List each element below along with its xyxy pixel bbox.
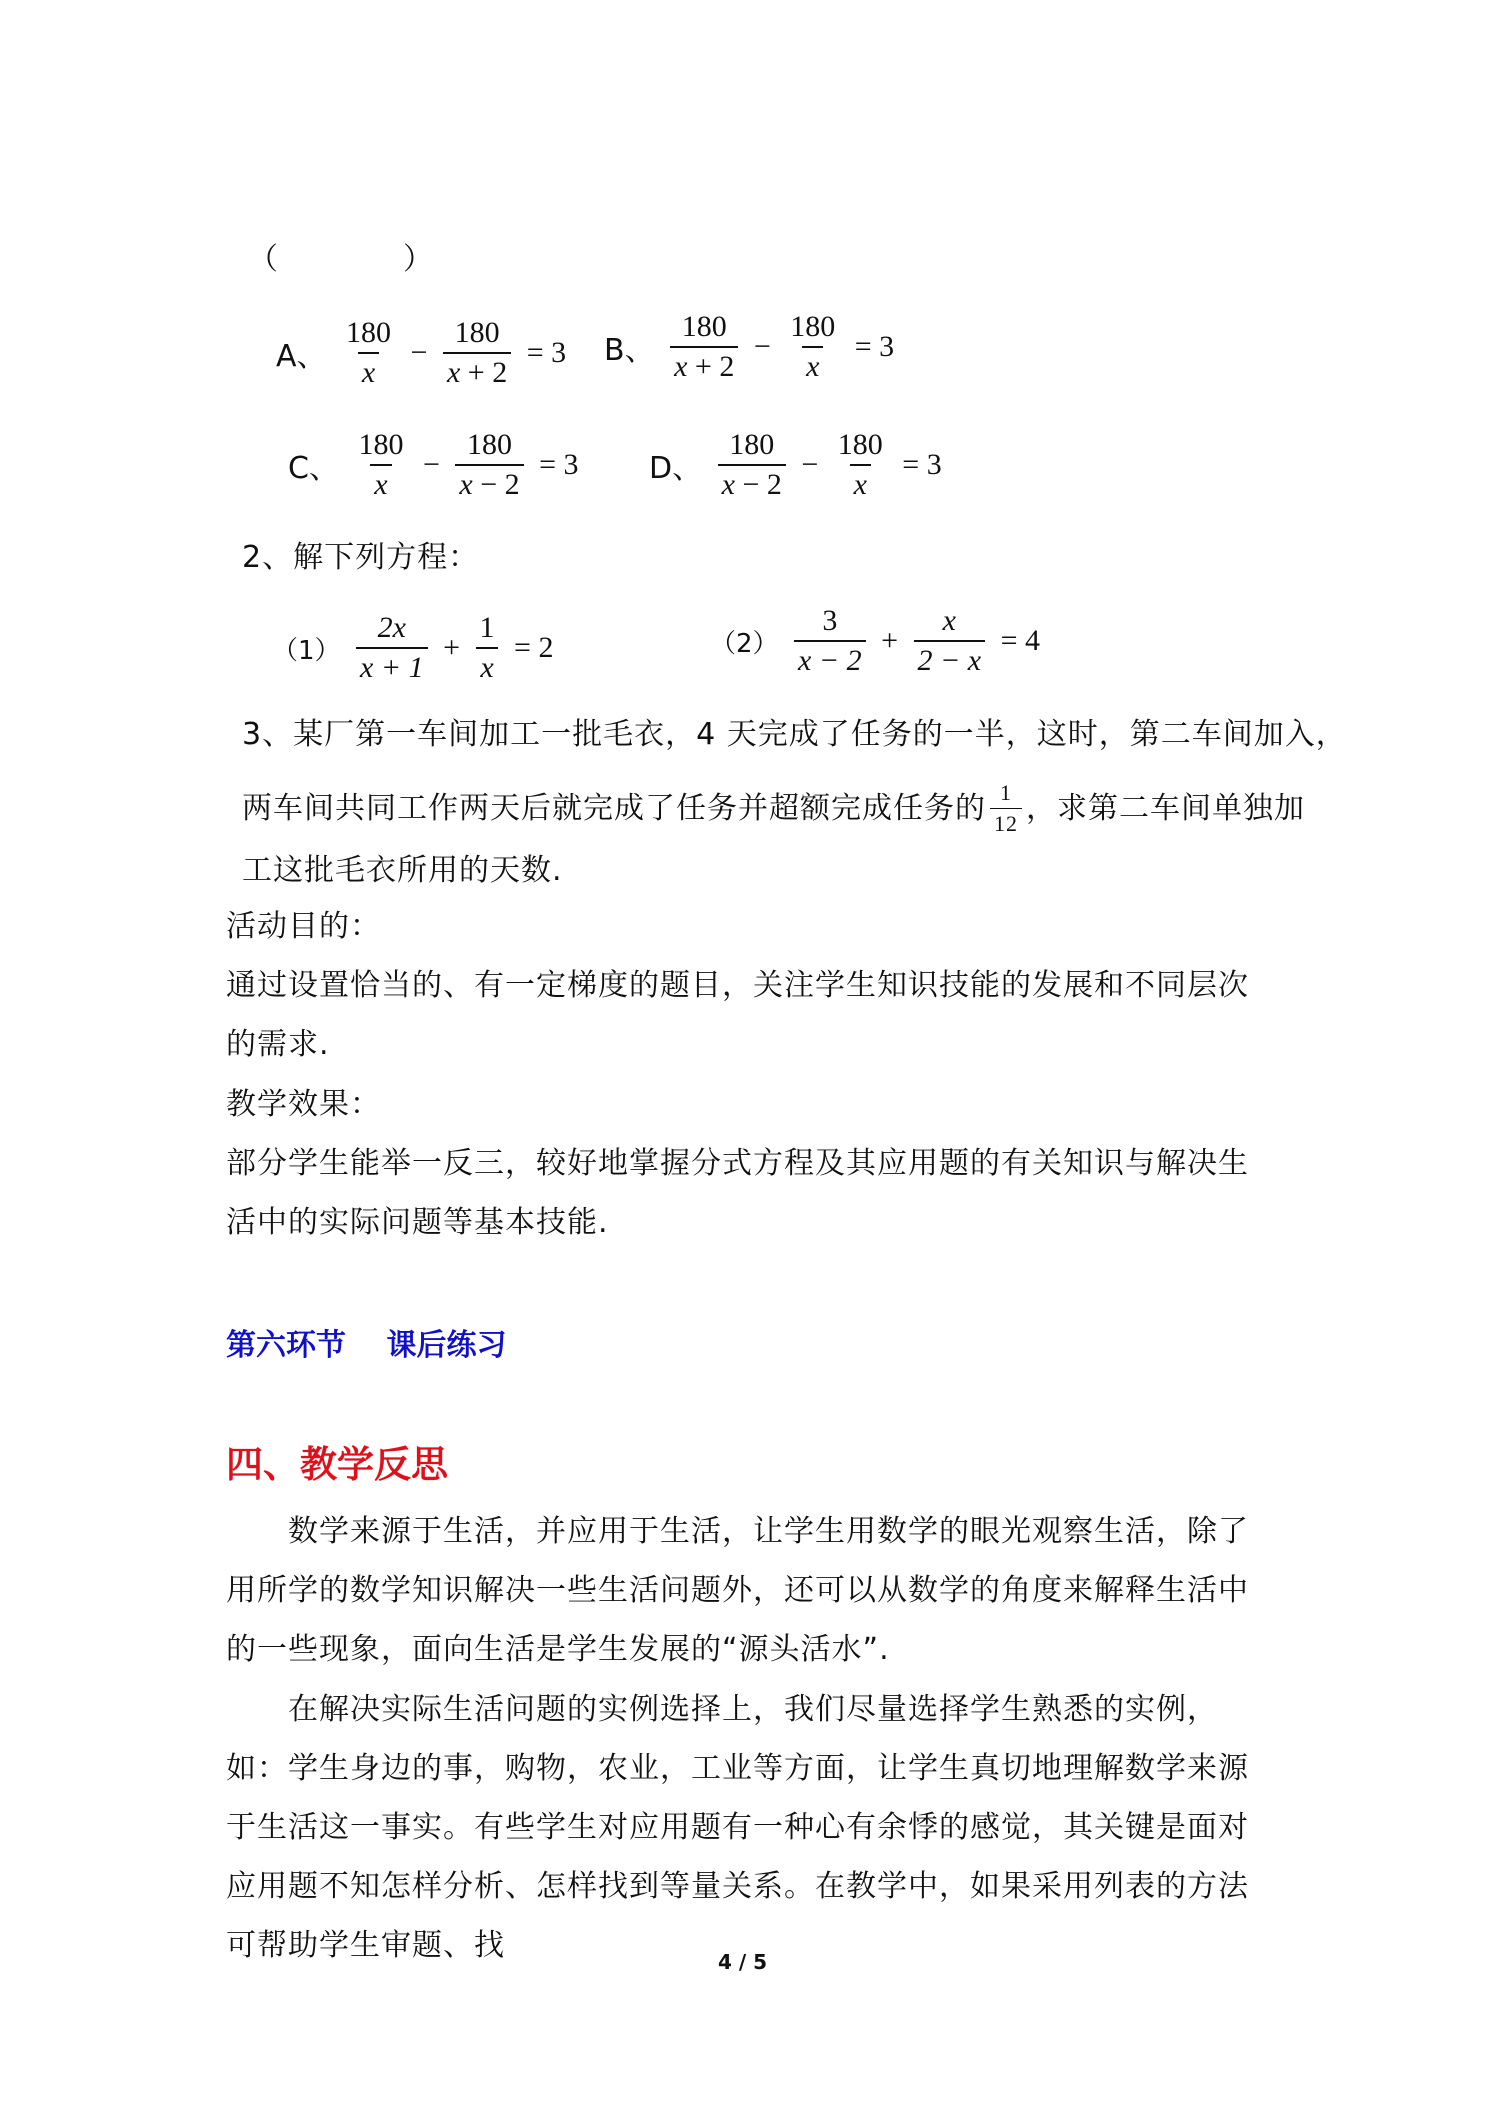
equation-1-label: （1） [272, 635, 341, 666]
equation-1: （1） $\frac{2x}{x + 1}$ + $\frac{1}{x}$ = 2 [272, 611, 554, 684]
answer-parentheses: （ ） [248, 242, 434, 277]
option-c: C、 $\frac{180}{x}$ − $\frac{180}{x - 2}$ = 3 [288, 428, 579, 501]
page-number: 4 / 5 [718, 1950, 768, 1974]
option-a: A、 $\frac{180}{x}$ − $\frac{180}{x + 2}$ = 3 [276, 316, 567, 389]
option-b: B、 $\frac{180}{x + 2}$ − $\frac{180}{x}$ = 3 [604, 310, 895, 383]
option-b-fraction-2: $\frac{180}{x}$ [790, 310, 836, 383]
section-6-heading: 第六环节 课后练习 [226, 1328, 507, 1363]
option-b-label: B、 [604, 333, 655, 368]
equation-2-fraction-2: $\frac{x}{2 - x}$ [914, 606, 986, 676]
question-3-line-3: 工这批毛衣所用的天数. [242, 853, 563, 888]
equation-2: （2） $\frac{3}{x - 2}$ + $\frac{x}{2 - x}$ = 4 [710, 604, 1041, 677]
equation-2-label: （2） [710, 628, 779, 659]
reflection-paragraph-1: 数学来源于生活，并应用于生活，让学生用数学的眼光观察生活，除了用所学的数学知识解决一些生活问题外，还可以从数学的角度来解释生活中的一些现象，面向生活是学生发展的“源头活水”. [226, 1514, 1249, 1667]
option-a-label: A、 [276, 339, 327, 374]
effect-label: 教学效果： [226, 1087, 381, 1122]
option-b-fraction-1: $\frac{180}{x + 2}$ [670, 312, 738, 382]
option-d-fraction-2: $\frac{180}{x}$ [837, 428, 883, 501]
purpose-label: 活动目的： [226, 909, 381, 944]
option-d: D、 $\frac{180}{x - 2}$ − $\frac{180}{x}$ = 3 [649, 428, 942, 501]
question-3-fraction: $\frac{1}{12}$ [990, 782, 1022, 835]
effect-text: 部分学生能举一反三，较好地掌握分式方程及其应用题的有关知识与解决生活中的实际问题等基本技能. [226, 1146, 1249, 1240]
option-a-fraction-1: $\frac{180}{x}$ [346, 316, 392, 389]
equation-1-fraction-1: $\frac{2x}{x + 1}$ [356, 613, 428, 683]
option-d-label: D、 [649, 451, 703, 486]
question-3-line-1: 3、某厂第一车间加工一批毛衣，4 天完成了任务的一半，这时，第二车间加入， [242, 717, 1347, 752]
option-c-fraction-2: $\frac{180}{x - 2}$ [455, 430, 523, 500]
equation-2-fraction-1: $\frac{3}{x - 2}$ [794, 606, 866, 676]
question-3-line-2: 两车间共同工作两天后就完成了任务并超额完成任务的 $\frac{1}{12}$ ，求第二车间单独加 [242, 780, 1305, 836]
reflection-paragraph-2: 在解决实际生活问题的实例选择上，我们尽量选择学生熟悉的实例，如：学生身边的事，购物，农业，工业等方面，让学生真切地理解数学来源于生活这一事实。有些学生对应用题有一种心有余悸的感觉，其关键是面对应用题不知怎样分析、怎样找到等量关系。在教学中，如果采用列表的方法可帮助学生审题、找 [226, 1692, 1249, 1963]
option-c-label: C、 [288, 451, 339, 486]
option-c-fraction-1: $\frac{180}{x}$ [358, 428, 404, 501]
purpose-text: 通过设置恰当的、有一定梯度的题目，关注学生知识技能的发展和不同层次的需求. [226, 968, 1249, 1062]
option-a-fraction-2: $\frac{180}{x + 2}$ [443, 318, 511, 388]
question-2-title: 2、解下列方程： [242, 540, 480, 575]
option-d-fraction-1: $\frac{180}{x - 2}$ [718, 430, 786, 500]
section-4-heading: 四、教学反思 [226, 1443, 448, 1486]
equation-1-fraction-2: $\frac{1}{x}$ [476, 613, 499, 683]
